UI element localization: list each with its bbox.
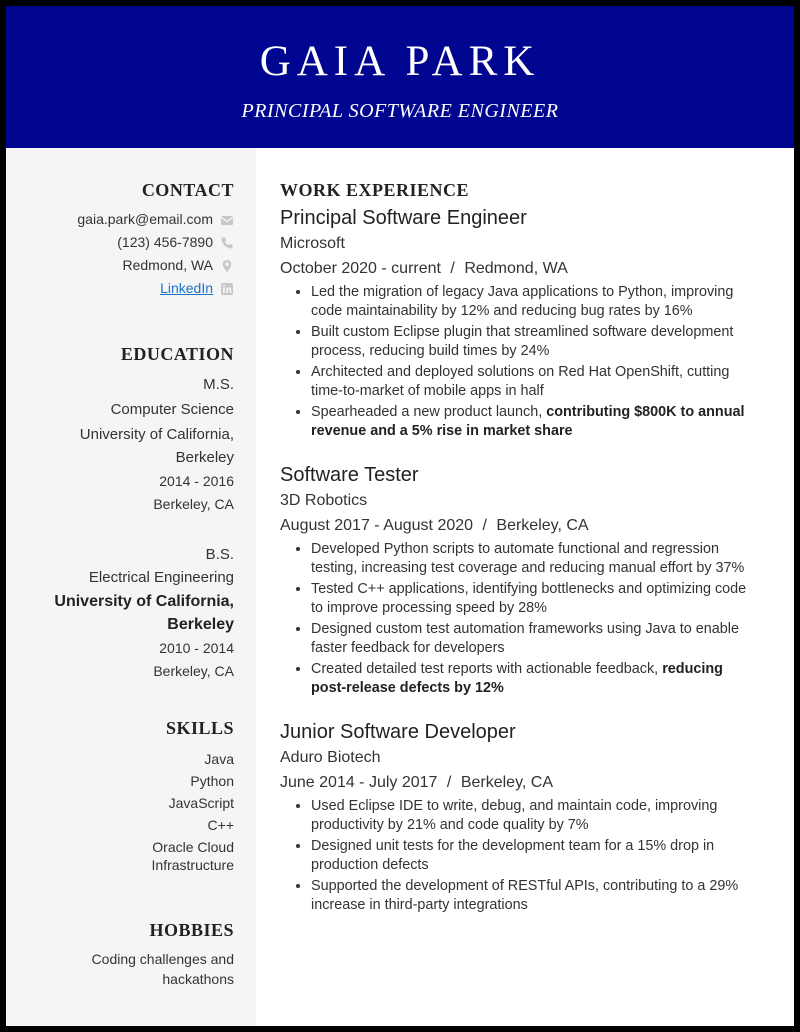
contact-phone [14, 231, 234, 254]
job-dates: June 2014 - July 2017 [280, 774, 438, 791]
hobbies-heading: HOBBIES [149, 920, 234, 940]
education-heading: EDUCATION [120, 344, 234, 364]
candidate-name: GAIA PARK [259, 38, 541, 85]
candidate-title: PRINCIPAL SOFTWARE ENGINEER [241, 100, 559, 122]
separator: / [482, 517, 487, 534]
field-of-study: Computer Science [110, 401, 234, 418]
separator: / [446, 774, 452, 791]
linkedin-icon [220, 282, 234, 296]
skills-heading: SKILLS [165, 718, 234, 738]
job-dates-location [280, 771, 754, 795]
degree: M.S. [203, 376, 234, 393]
contact-heading: CONTACT [141, 180, 234, 200]
job-title: Principal Software Engineer [280, 207, 527, 229]
school-name-cont: Berkeley [175, 449, 234, 466]
main-content [256, 148, 794, 1026]
job-location: Berkeley, CA [460, 774, 553, 791]
bullet-item: • Led the migration of legacy Java applications to Python, improving code maintainability by 12% and reducing bug rates by 16% [311, 283, 754, 320]
phone-text: (123) 456-7890 [117, 234, 213, 250]
skill-item: Oracle Cloud [152, 839, 234, 855]
bullet-item: • Designed custom test automation frameworks using Java to enable faster feedback for developers [311, 620, 754, 657]
school-name: University of California, [79, 426, 234, 443]
skills-section [14, 718, 234, 876]
job-bullets [280, 540, 754, 697]
education-section [14, 344, 234, 683]
bullet-item: • Architected and deployed solutions on Red Hat OpenShift, cutting time-to-market of mobile apps in half [311, 363, 754, 400]
bullet-item: • Built custom Eclipse plugin that streamlined software development process, reducing build times by 24% [311, 323, 754, 360]
bullet-item: • Tested C++ applications, identifying bottlenecks and optimizing code to improve processing speed by 28% [311, 580, 754, 617]
contact-location [14, 254, 234, 277]
skill-item: Python [190, 773, 234, 789]
hobby-item: Coding challenges and [91, 951, 234, 967]
school-name-cont: Berkeley [167, 616, 234, 633]
contact-linkedin[interactable] [14, 277, 234, 300]
field-of-study: Electrical Engineering [88, 569, 234, 586]
job-entry [280, 462, 754, 697]
map-pin-icon [220, 259, 234, 273]
school-name: University of California, [54, 593, 234, 610]
job-title: Junior Software Developer [280, 721, 516, 743]
edu-location: Berkeley, CA [153, 496, 234, 512]
education-entry [14, 543, 234, 683]
skill-item: Java [204, 751, 234, 767]
email-text: gaia.park@email.com [77, 211, 213, 227]
contact-email [14, 208, 234, 231]
work-experience-section [280, 180, 754, 917]
bullet-item: • Designed unit tests for the development team for a 15% drop in production defects [311, 837, 754, 874]
skill-item: C++ [207, 817, 234, 833]
education-entry [14, 373, 234, 516]
job-dates: August 2017 - August 2020 [280, 517, 474, 534]
job-location: Berkeley, CA [496, 517, 589, 534]
bullet-item: • Supported the development of RESTful APIs, contributing to a 29% increase in third-party integrations [311, 877, 754, 914]
company-name: 3D Robotics [280, 492, 368, 509]
bullet-item: • Developed Python scripts to automate functional and regression testing, increasing test coverage and reducing manual effort by 37% [311, 540, 754, 577]
linkedin-link[interactable]: LinkedIn [160, 280, 213, 296]
job-dates-location [280, 514, 754, 538]
skill-item: JavaScript [168, 795, 234, 811]
edu-location: Berkeley, CA [153, 663, 234, 679]
job-dates-location [280, 257, 754, 281]
job-entry [280, 719, 754, 914]
left-sidebar [6, 148, 256, 1026]
bullet-item: • Used Eclipse IDE to write, debug, and maintain code, improving productivity by 21% and code quality by 7% [311, 797, 754, 834]
work-experience-heading: WORK EXPERIENCE [280, 180, 470, 200]
edu-years: 2014 - 2016 [159, 473, 234, 489]
job-entry [280, 205, 754, 440]
job-title: Software Tester [280, 464, 419, 486]
job-bullets [280, 283, 754, 440]
job-dates: October 2020 - current [280, 260, 441, 277]
edu-years: 2010 - 2014 [159, 640, 234, 656]
resume-page [6, 6, 794, 1026]
bullet-item: • Spearheaded a new product launch, contributing $800K to annual revenue and a 5% rise in market share [311, 403, 754, 440]
company-name: Microsoft [280, 235, 345, 252]
job-location: Redmond, WA [464, 260, 568, 277]
phone-icon [220, 236, 234, 250]
company-name: Aduro Biotech [280, 749, 381, 766]
separator: / [450, 260, 455, 277]
contact-section [14, 180, 234, 300]
degree: B.S. [205, 546, 234, 563]
location-text: Redmond, WA [122, 257, 213, 273]
bullet-item: • Created detailed test reports with actionable feedback, reducing post-release defects by 12% [311, 660, 754, 697]
hobbies-section [14, 920, 234, 989]
resume-header [6, 6, 794, 148]
hobby-item-cont: hackathons [162, 971, 234, 987]
skill-item-cont: Infrastructure [151, 857, 234, 873]
job-bullets [280, 797, 754, 914]
envelope-icon [220, 213, 234, 227]
